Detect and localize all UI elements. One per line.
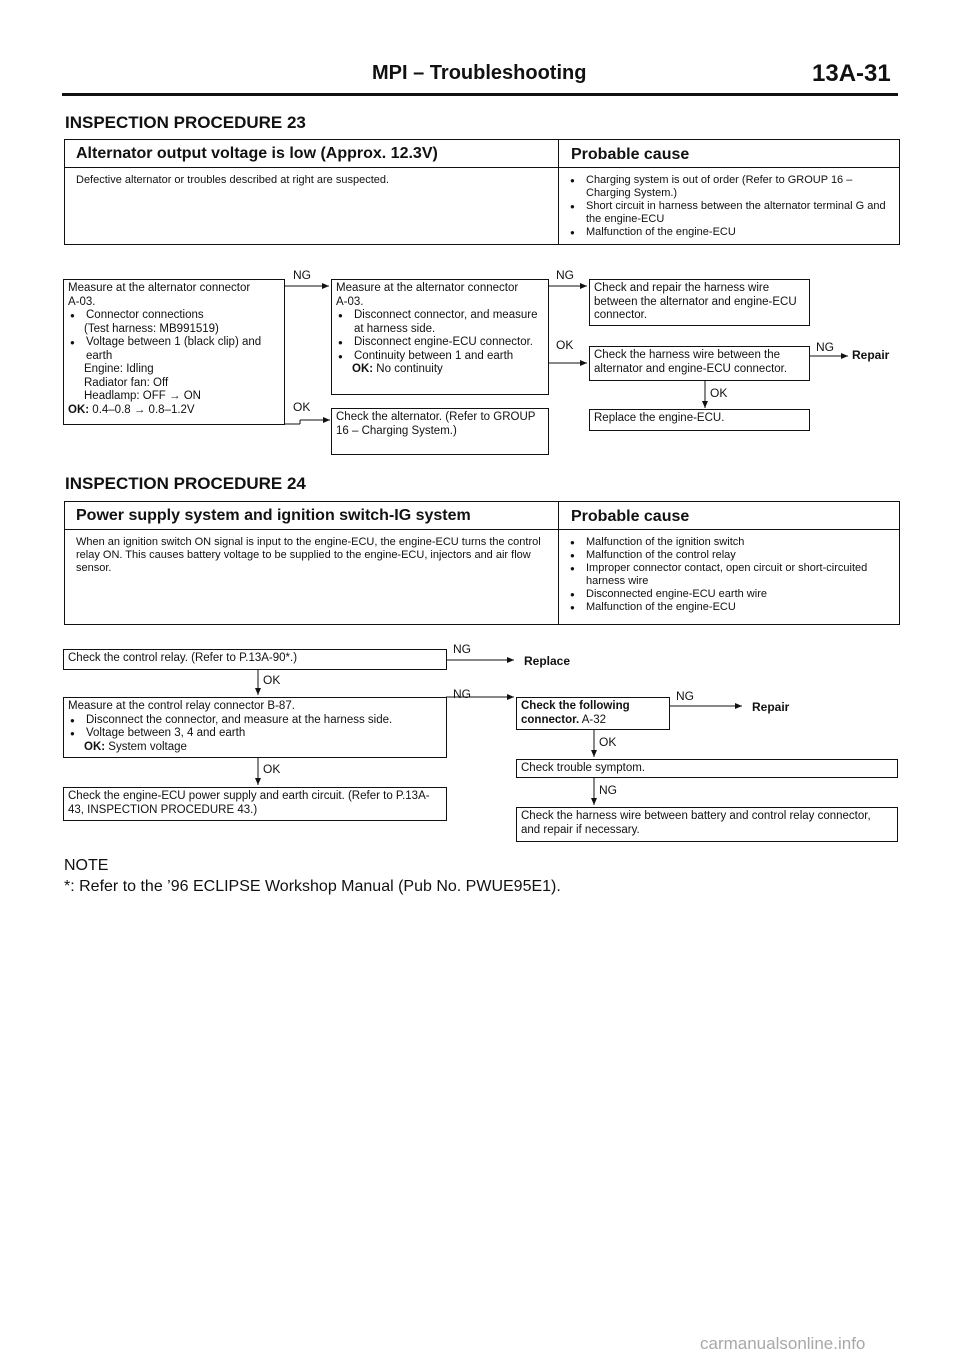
step-text: (Test harness: MB991519) <box>84 322 219 335</box>
step-text: Measure at the control relay connector B-87. <box>68 700 295 712</box>
cause-item: ● Improper connector contact, open circuit or short-circuited harness wire <box>568 562 894 588</box>
page-header-title: MPI – Troubleshooting <box>372 62 587 84</box>
step-bullet: ● Voltage between 3, 4 and earth <box>68 727 442 741</box>
symptom-heading: Power supply system and ignition switch-IG system <box>76 507 471 524</box>
ok-label: OK <box>556 338 574 352</box>
step-text: A-03. <box>68 295 96 308</box>
step-text: Check the following connector. <box>521 700 630 726</box>
ng-label: NG <box>556 268 574 282</box>
ok-label: OK: <box>352 363 374 375</box>
ok-label: OK <box>263 673 281 687</box>
cause-item: ● Malfunction of the engine-ECU <box>568 226 894 239</box>
step-bullet: ● Disconnect connector, and measure at harness side. <box>336 309 544 336</box>
ng-label: NG <box>453 687 471 701</box>
cause-item: ● Charging system is out of order (Refer to GROUP 16 – Charging System.) <box>568 174 894 200</box>
step-bullet: ● Connector connections <box>68 309 280 323</box>
flow24-check-battery-harness-box: Check the harness wire between battery and control relay connector, and repair if necessary. <box>516 807 898 842</box>
flow24-measure-relay-box <box>63 697 447 758</box>
cause-item: ● Malfunction of the ignition switch <box>568 536 894 549</box>
replace-label: Replace <box>524 654 571 668</box>
ok-label: OK <box>710 386 728 400</box>
ok-value: System voltage <box>108 740 187 753</box>
cause-heading: Probable cause <box>571 508 690 525</box>
flow24-check-connector-box <box>516 697 670 730</box>
ok-label: OK <box>263 762 281 776</box>
flow23-check-alternator-box: Check the alternator. (Refer to GROUP 16 – Charging System.) <box>331 408 549 455</box>
note-heading: NOTE <box>64 857 109 874</box>
step-bullet: ● Disconnect the connector, and measure at the harness side. <box>68 714 442 728</box>
step-bullet: ● Continuity between 1 and earth <box>336 350 544 364</box>
flow23-step2-box <box>331 279 549 395</box>
step-bullet: ● Disconnect engine-ECU connector. <box>336 336 544 350</box>
symptom-heading: Alternator output voltage is low (Approx. 12.3V) <box>76 145 438 162</box>
flow23-step1-box <box>63 279 285 425</box>
ok-value: No continuity <box>376 363 443 375</box>
note-text: *: Refer to the ’96 ECLIPSE Workshop Manual (Pub No. PWUE95E1). <box>64 878 561 895</box>
step-bullet: ● Voltage between 1 (black clip) and earth <box>68 336 280 363</box>
procedure-24-table <box>64 501 900 625</box>
symptom-description: Defective alternator or troubles described at right are suspected. <box>76 174 390 186</box>
procedure-24-title: INSPECTION PROCEDURE 24 <box>65 474 306 493</box>
page-number: 13A-31 <box>812 60 891 87</box>
table-divider <box>558 502 559 624</box>
step-text: Measure at the alternator connector <box>68 282 251 294</box>
procedure-23-title: INSPECTION PROCEDURE 23 <box>65 113 306 132</box>
step-text: A-03. <box>336 295 364 308</box>
flow23-check-harness-box: Check the harness wire between the alternator and engine-ECU connector. <box>589 346 810 381</box>
ok-label: OK: <box>84 740 106 753</box>
watermark: carmanualsonline.info <box>700 1334 866 1353</box>
ng-label: NG <box>293 268 311 282</box>
cause-item: ● Disconnected engine-ECU earth wire <box>568 588 894 601</box>
cause-item: ● Malfunction of the engine-ECU <box>568 601 894 614</box>
ng-label: NG <box>453 642 471 656</box>
note-block <box>64 855 561 897</box>
connector-ref: A-32 <box>581 713 607 726</box>
symptom-description: When an ignition switch ON signal is input to the engine-ECU, the engine-ECU turns the control relay ON. This causes battery voltage to be supplied to the engine-ECU, injectors and air flow sensor. <box>76 536 541 574</box>
ng-label: NG <box>599 783 617 797</box>
ng-label: NG <box>676 689 694 703</box>
repair-label: Repair <box>752 700 790 714</box>
ok-value: 0.4–0.8 → 0.8–1.2V <box>92 403 195 416</box>
step-text: Headlamp: OFF → ON <box>84 390 201 402</box>
flow24-check-relay-box: Check the control relay. (Refer to P.13A-90*.) <box>63 649 447 670</box>
flow24-check-symptom-box: Check trouble symptom. <box>516 759 898 778</box>
ng-label: NG <box>816 340 834 354</box>
flow23-replace-ecu-box: Replace the engine-ECU. <box>589 409 810 431</box>
step-text: Radiator fan: Off <box>84 376 169 389</box>
step-text: Measure at the alternator connector <box>336 282 519 294</box>
cause-item: ● Short circuit in harness between the alternator terminal G and the engine-ECU <box>568 200 894 226</box>
ok-label: OK: <box>68 403 90 416</box>
ok-label: OK <box>293 400 311 414</box>
cause-item: ● Malfunction of the control relay <box>568 549 894 562</box>
step-text: Engine: Idling <box>84 363 154 375</box>
ok-label: OK <box>599 735 617 749</box>
cause-list <box>568 536 894 614</box>
repair-label: Repair <box>852 348 890 362</box>
flow23-repair-harness-box: Check and repair the harness wire between the alternator and engine-ECU connector. <box>589 279 810 326</box>
flow24-ecu-power-box: Check the engine-ECU power supply and earth circuit. (Refer to P.13A-43, INSPECTION PROCEDURE 43.) <box>63 787 447 821</box>
cause-heading: Probable cause <box>571 146 690 163</box>
